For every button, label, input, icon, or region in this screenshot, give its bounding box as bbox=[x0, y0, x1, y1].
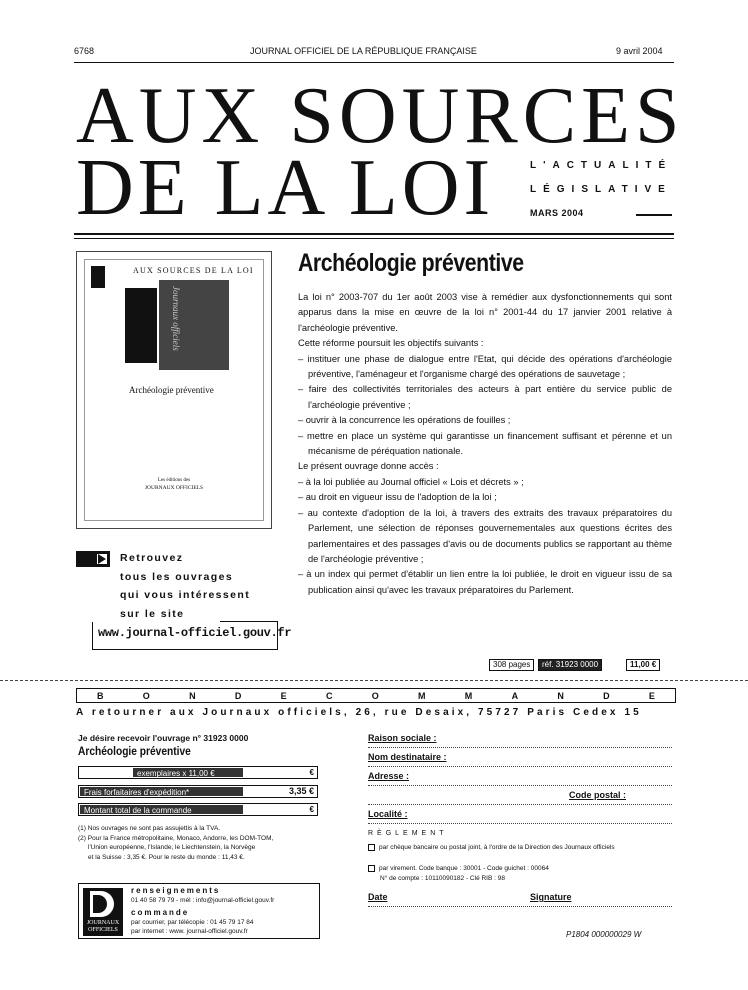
form-reference-code: P1804 000000029 W bbox=[566, 930, 642, 939]
note-line: l'Union européenne, l'Islande, le Liechtenstein, la Norvège bbox=[88, 844, 256, 851]
price-amount: 11,00 € bbox=[626, 659, 660, 671]
shipping-label: Frais forfaitaires d'expédition* bbox=[80, 787, 243, 796]
article-paragraph: – mettre en place un système qui garantisse un financement suffisant et pérenne et un mécanisme de péréquation nationale. bbox=[298, 430, 672, 457]
issue-dash bbox=[636, 214, 672, 216]
order-form-banner bbox=[76, 688, 676, 703]
cover-publisher: JOURNAUX OFFICIELS bbox=[144, 485, 204, 491]
total-field[interactable] bbox=[78, 803, 318, 816]
banner-letter: O bbox=[142, 690, 150, 701]
date-signature-field[interactable] bbox=[368, 892, 672, 907]
order-book-title: Archéologie préventive bbox=[78, 744, 191, 758]
nom-destinataire-field[interactable]: Nom destinataire : bbox=[368, 752, 672, 767]
info-fax: par courrier, par télécopie : 01 45 79 17 84 bbox=[131, 919, 254, 926]
header-rule bbox=[74, 62, 674, 63]
article-paragraph: – au contexte d'adoption de la loi, à travers des extraits des travaux préparatoires du Parlement, une sélection de réponses gouvernementales aux questions écrites des parlementaires et des passages d'avis ou de documents publics se rapportant au thème de l'archéologie préventive ; bbox=[298, 507, 672, 564]
tagline-actualite: L'ACTUALITÉ bbox=[530, 160, 673, 171]
issue-date: 9 avril 2004 bbox=[616, 46, 663, 56]
localite-field[interactable]: Localité : bbox=[368, 809, 672, 824]
cover-publisher-small: Les éditions des bbox=[157, 478, 191, 483]
price-pages: 308 pages bbox=[489, 659, 534, 671]
signature-label: Signature bbox=[530, 892, 572, 902]
banner-letter: B bbox=[97, 690, 104, 701]
cover-photo bbox=[159, 280, 229, 370]
cover-logo bbox=[91, 266, 105, 288]
banner-letter: D bbox=[603, 690, 610, 701]
banner-letter: O bbox=[371, 690, 379, 701]
promo-line-3: qui vous intéressent bbox=[120, 589, 251, 601]
book-cover bbox=[76, 251, 272, 529]
cover-series-title: AUX SOURCES DE LA LOI bbox=[133, 266, 254, 275]
masthead-line1: AUX SOURCES bbox=[76, 72, 685, 160]
quantity-currency: € bbox=[309, 768, 314, 777]
quantity-label: exemplaires x 11,00 € bbox=[133, 768, 243, 777]
virement-checkbox[interactable] bbox=[368, 865, 375, 872]
cover-subject: Archéologie préventive bbox=[129, 385, 214, 395]
code-postal-field[interactable]: Code postal : bbox=[368, 790, 672, 805]
article-title: Archéologie préventive bbox=[298, 249, 524, 277]
issue-month: MARS 2004 bbox=[530, 208, 584, 218]
banner-letter: N bbox=[189, 690, 196, 701]
article-paragraph: La loi n° 2003-707 du 1er août 2003 vise à remédier aux dysfonctionnements qui sont apparus dans la mise en œuvre de la loi n° 2001-44 du 17 janvier 2001 relative à l'archéologie préventive. bbox=[298, 292, 672, 333]
page-number: 6768 bbox=[74, 46, 95, 56]
banner-letter: M bbox=[418, 690, 426, 701]
note-line: (2) Pour la France métropolitaine, Monaco, Andorre, les DOM-TOM, bbox=[78, 834, 274, 842]
price-ref: réf. 31923 0000 bbox=[538, 659, 602, 671]
banner-letter: M bbox=[464, 690, 473, 701]
shipping-value: 3,35 € bbox=[288, 786, 314, 796]
banner-letter: E bbox=[648, 690, 655, 701]
cover-artwork bbox=[125, 288, 157, 363]
order-request: Je désire recevoir l'ouvrage n° 31923 0000 bbox=[78, 733, 249, 743]
total-label: Montant total de la commande bbox=[80, 805, 243, 814]
info-heading-renseignements: renseignements bbox=[131, 886, 221, 895]
total-currency: € bbox=[309, 805, 314, 814]
promo-arrow-icon bbox=[76, 551, 110, 567]
masthead-rule-top bbox=[74, 233, 674, 235]
article-paragraph: – instituer une phase de dialogue entre l'Etat, qui décide des opérations d'archéologie préventive, l'aménageur et l'organisme chargé des opérations de sauvetage ; bbox=[298, 353, 672, 380]
promo-line-4: sur le site bbox=[120, 607, 185, 620]
banner-letter: C bbox=[325, 690, 333, 701]
masthead-line2: DE LA LOI bbox=[76, 144, 495, 232]
article-paragraph: – à la loi publiée au Journal officiel « Lois et décrets » ; bbox=[298, 476, 524, 487]
quantity-field[interactable] bbox=[78, 766, 318, 779]
info-box bbox=[78, 883, 320, 939]
order-notes bbox=[78, 824, 273, 862]
masthead-rule-bottom bbox=[74, 238, 674, 239]
tagline-legislative: LÉGISLATIVE bbox=[530, 184, 672, 195]
promo-text bbox=[120, 549, 250, 623]
order-address: A retourner aux Journaux officiels, 26, rue Desaix, 75727 Paris Cedex 15 bbox=[76, 707, 642, 718]
journaux-officiels-logo: JOURNAUX OFFICIELS bbox=[83, 888, 123, 936]
article-paragraph: – au droit en vigueur issu de l'adoption de la loi ; bbox=[298, 492, 497, 503]
info-heading-commande: commande bbox=[131, 908, 190, 917]
article-paragraph: Cette réforme poursuit les objectifs suivants : bbox=[298, 338, 484, 349]
cover-spine-text: Journaux officiels bbox=[171, 286, 181, 351]
raison-sociale-field[interactable]: Raison sociale : bbox=[368, 733, 672, 748]
article-paragraph: – faire des collectivités territoriales des acteurs à part entière du service public de l'archéologie préventive ; bbox=[298, 384, 672, 410]
cheque-checkbox[interactable] bbox=[368, 844, 375, 851]
info-internet: par internet : www. journal-officiel.gouv.fr bbox=[131, 928, 248, 935]
promo-url-link[interactable]: www.journal-officiel.gouv.fr bbox=[98, 626, 292, 640]
promo-line-1: Retrouvez bbox=[120, 552, 184, 564]
note-line: et la Suisse : 3,35 €. Pour le reste du monde : 11,43 €. bbox=[88, 853, 245, 861]
note-line: (1) Nos ouvrages ne sont pas assujettis à la TVA. bbox=[78, 825, 221, 832]
adresse-field[interactable]: Adresse : bbox=[368, 771, 672, 786]
banner-letter: A bbox=[511, 690, 519, 701]
info-contact: 01 40 58 79 79 - mél : info@journal-officiel.gouv.fr bbox=[131, 897, 275, 904]
banner-letter: N bbox=[557, 690, 564, 701]
banner-letter: E bbox=[280, 690, 287, 701]
article-paragraph: – ouvrir à la concurrence les opérations de fouilles ; bbox=[298, 415, 511, 426]
cut-line bbox=[0, 680, 748, 681]
article-body bbox=[298, 290, 672, 598]
article-paragraph: – à un index qui permet d'établir un lien entre la loi publiée, le droit en vigueur issu de sa publication ainsi qu'avec les travaux préparatoires du Parlement. bbox=[298, 569, 672, 595]
payment-cheque[interactable]: par chèque bancaire ou postal joint, à l'ordre de la Direction des Journaux officiels bbox=[368, 843, 615, 853]
date-label: Date bbox=[368, 892, 388, 902]
promo-line-2: tous les ouvrages bbox=[120, 570, 234, 583]
bank-account: N° de compte : 10110090182 - Clé RIB : 98 bbox=[380, 875, 505, 882]
payment-virement[interactable]: par virement. Code banque : 30001 - Code guichet : 00064 bbox=[368, 864, 549, 874]
article-paragraph: Le présent ouvrage donne accès : bbox=[298, 461, 439, 472]
reglement-heading: RÈGLEMENT bbox=[368, 830, 448, 837]
shipping-field bbox=[78, 785, 318, 798]
journal-title: JOURNAL OFFICIEL DE LA RÉPUBLIQUE FRANÇAISE bbox=[250, 46, 477, 56]
banner-letter: D bbox=[234, 690, 242, 701]
